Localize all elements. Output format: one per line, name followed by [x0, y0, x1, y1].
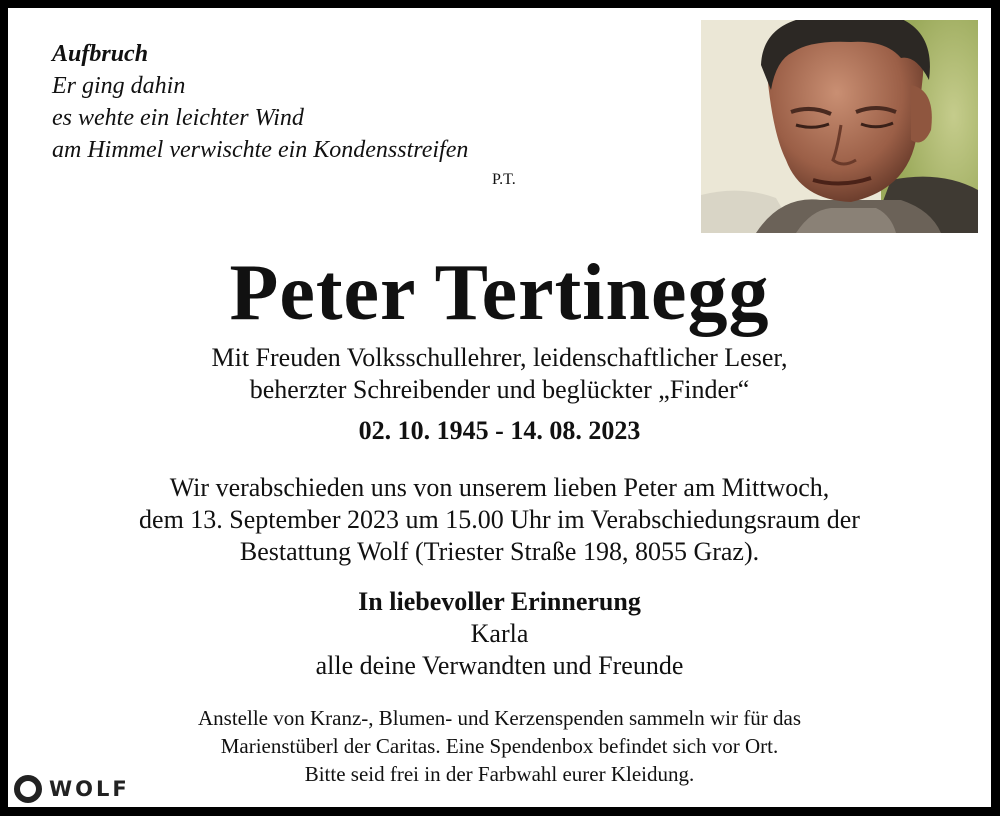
portrait-photo — [701, 20, 978, 233]
ceremony-line: Bestattung Wolf (Triester Straße 198, 8055 Graz). — [239, 537, 760, 566]
obituary-notice — [8, 8, 991, 807]
deceased-name: Peter Tertinegg — [229, 249, 770, 337]
poem — [52, 38, 516, 188]
poem-line: Er ging dahin — [52, 73, 186, 99]
note-line: Marienstüberl der Caritas. Eine Spendenbox befindet sich vor Ort. — [220, 734, 779, 758]
remembrance-heading: In liebevoller Erinnerung — [358, 587, 641, 616]
mourner-line: alle deine Verwandten und Freunde — [315, 651, 684, 680]
remembrance — [8, 586, 991, 682]
poem-title: Aufbruch — [52, 41, 149, 67]
note-line: Bitte seid frei in der Farbwahl eurer Kleidung. — [304, 762, 695, 786]
description-line: beherzter Schreibender und beglückter „Finder“ — [249, 375, 750, 404]
wolf-logo-mark-icon — [14, 775, 42, 803]
description-line: Mit Freuden Volksschullehrer, leidenschaftlicher Leser, — [211, 343, 788, 372]
donation-note — [8, 704, 991, 788]
poem-line: es wehte ein leichter Wind — [52, 105, 304, 131]
note-line: Anstelle von Kranz-, Blumen- und Kerzenspenden sammeln wir für das — [198, 706, 801, 730]
ceremony-info — [8, 472, 991, 568]
wolf-logo — [14, 775, 130, 803]
mourner-line: Karla — [470, 619, 529, 648]
description — [8, 342, 991, 406]
poem-initials: P.T. — [492, 171, 516, 188]
portrait-illustration — [701, 20, 978, 233]
wolf-logo-text: WOLF — [49, 777, 130, 801]
poem-line: am Himmel verwischte ein Kondensstreifen — [52, 137, 469, 163]
ceremony-line: dem 13. September 2023 um 15.00 Uhr im Verabschiedungsraum der — [139, 505, 860, 534]
ceremony-line: Wir verabschieden uns von unserem lieben Peter am Mittwoch, — [169, 473, 830, 502]
life-dates: 02. 10. 1945 - 14. 08. 2023 — [358, 416, 641, 445]
